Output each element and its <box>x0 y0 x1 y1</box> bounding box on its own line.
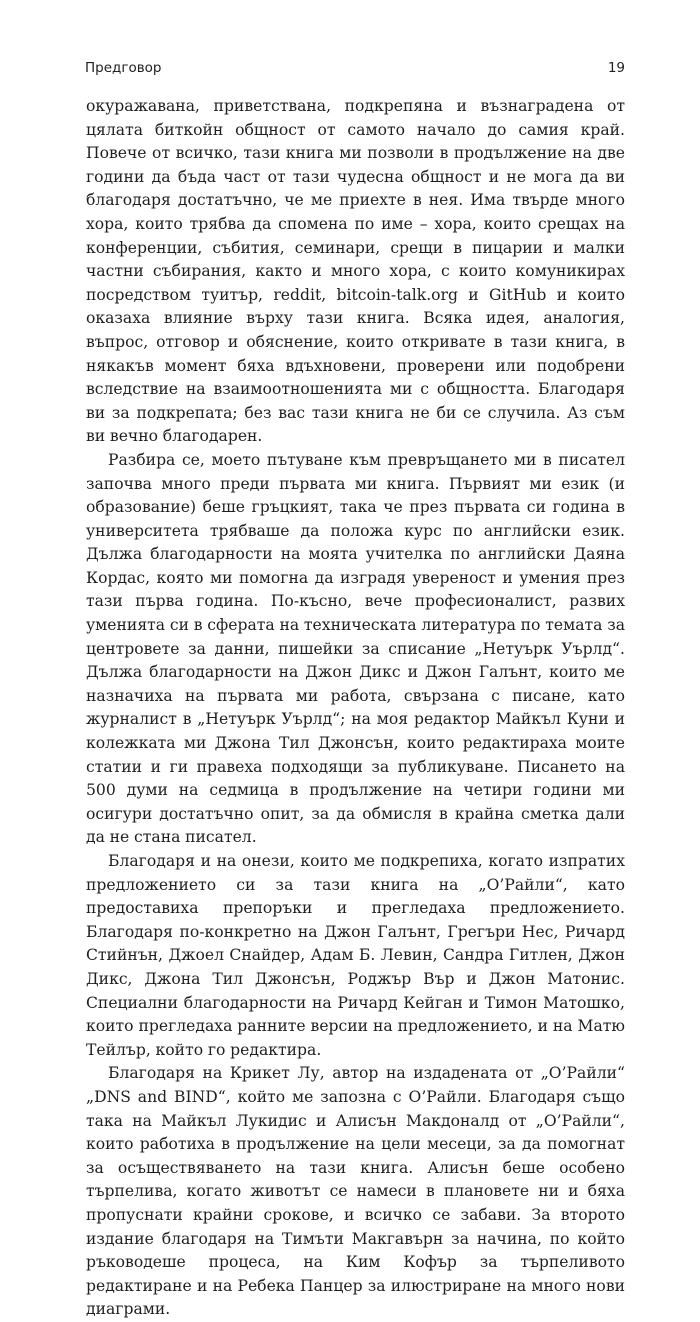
body-text <box>86 95 625 1322</box>
paragraph-oreilly-editors: Благодаря на Крикет Лу, автор на издадената от „О’Райли“ „DNS and BIND“, който ме запозна с О’Райли. Благодаря също така на Майкъл Лукидис и Алисън Макдоналд от „О’Райли“, които работиха в продължение на цели месеци, за да помогнат за осъществяването на тази книга. Алисън беше особено търпелива, когато животът се намеси в плановете ни и бяха пропуснати крайни срокове, и всичко се забави. За второто издание благодаря на Тимъти Макгавърн за начина, по който ръководеше процеса, на Ким Кофър за търпеливото редактиране и на Ребека Панцер за илюстриране на много нови диаграми. <box>86 1064 625 1319</box>
page-number: 19 <box>607 60 625 76</box>
running-title: Предговор <box>85 60 162 76</box>
running-header <box>85 56 625 80</box>
paragraph-writing-journey: Разбира се, моето пътуване към превръщането ми в писател започва много преди първата ми книга. Първият ми език (и образование) беше гръцкият, така че през първата си година в университета трябваше да положа курс по английски език. Дълж​а благодарности на моята учителка по английски Даяна Кордас, която ми помогна да изградя увереност и умения през тази първа година. По-късно, вече професионалист, развих уменията си в сферата на техническата литература по темата за центровете за данни, пишейки за списание „Нетуърк Уърлд“. Дължа благодарности на Джон Дикс и Джон Галънт, които ме назначиха на първата ми работа, свързана с писане, като журналист в „Нетуърк Уърлд“; на моя редактор Майкъл Куни и колежката ми Джона Тил Джонсън, които редактираха моите статии и ги правеха подходящи за публикуване. Писането на 500 думи на седмица в продължение на четири години ми осигури достатъчно опит, за да обмисля в крайна сметка дали да не стана писател. <box>86 450 625 847</box>
paragraph-proposal-reviewers: Благодаря и на онези, които ме подкрепиха, когато изпратих предложението си за тази книга на „О’Райли“, като предоставиха препоръки и прегледаха предложението. Благодаря по-конкретно на Джон Галънт, Грегъри Нес, Ричард Стийнън, Джоел Снайдер, Адам Б. Левин, Сандра Гитлен, Джон Дикс, Джона Тил Джонсън, Роджър Вър и Джон Матонис. Специални благодарности на Ричард Кейган и Тимон Матошко, които прегледаха ранните версии на предложението, и на Матю Тейлър, който го редактира. <box>86 852 625 1059</box>
paragraph-community-thanks: окуражавана, приветствана, подкрепяна и възнаградена от цялата биткойн общност от самото начало до самия край. Повече от всичко, тази книга ми позволи в продължение на две години да бъда част от тази чудесна общност и не мога да ви благодаря достатъчно, че ме приехте в нея. Има твърде много хора, които трябва да спомена по име – хора, които срещах на конференции, събития, семинари, срещи в пицарии и малки частни събирания, както и много хора, с които комуникирах посредством туитър, reddit, bitcoin-talk.org и GitHub и които оказаха влияние върху тази книга. Всяка идея, аналогия, въпрос, отговор и обяснение, които откривате в тази книга, в някакъв момент бяха вдъхновени, проверени или подобрени вследствие на взаимоотношенията ми с общността. Благодаря ви за подкрепата; без вас тази книга не би се случила. Аз съм ви вечно благодарен. <box>86 97 625 446</box>
